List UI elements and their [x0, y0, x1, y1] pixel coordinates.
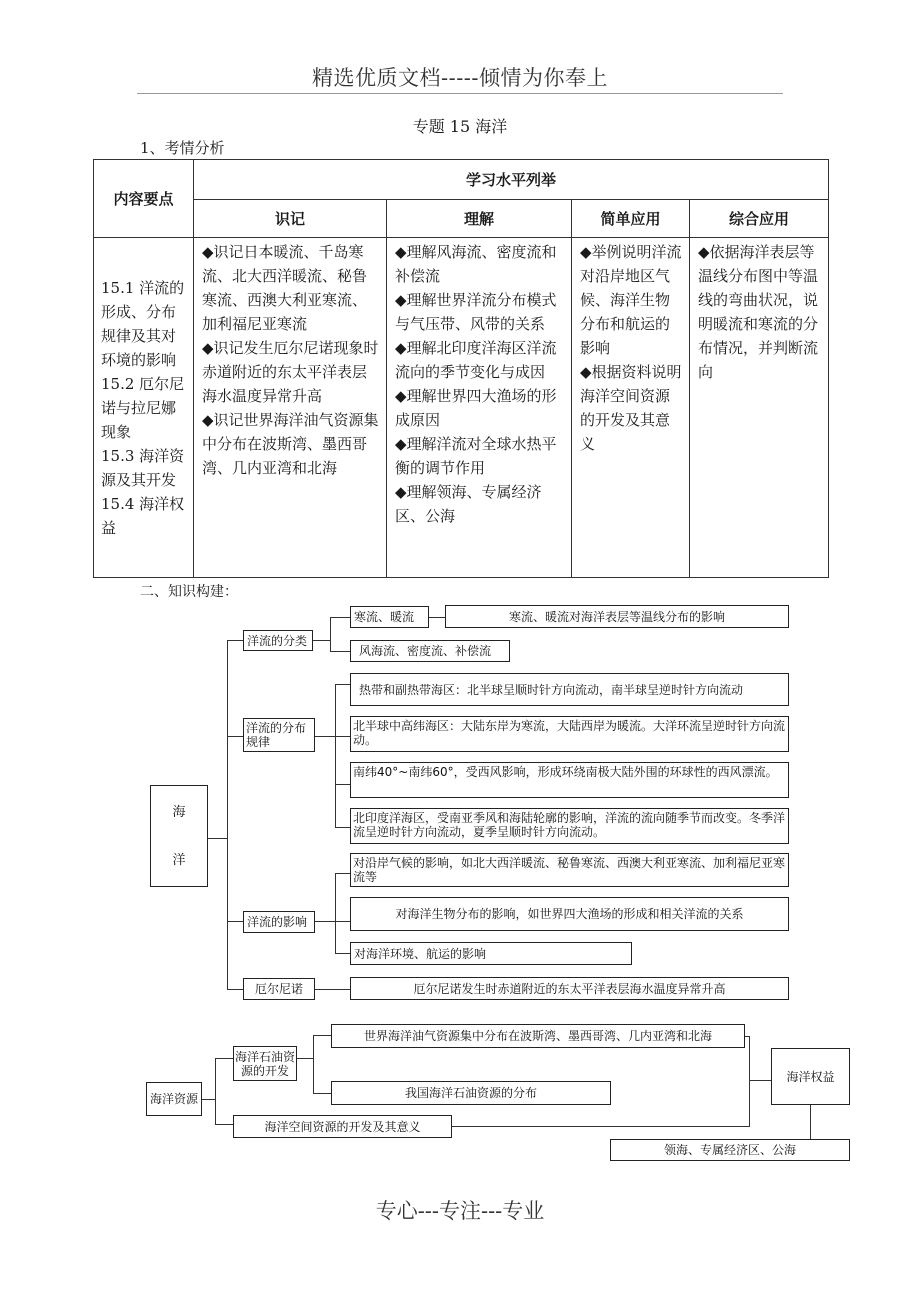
connector	[452, 1126, 750, 1127]
page-footer: 专心---专注---专业	[375, 1199, 545, 1223]
connector	[227, 640, 243, 641]
header-comprehensive-apply: 综合应用	[690, 200, 829, 238]
node-inf-biology: 对海洋生物分布的影响，如世界四大渔场的形成和相关洋流的关系	[350, 897, 789, 931]
understand-item: ◆理解世界洋流分布模式与气压带、风带的关系	[395, 291, 557, 333]
connector	[315, 989, 350, 990]
connector	[335, 873, 350, 874]
memorize-cell	[194, 238, 387, 578]
connector	[810, 1105, 811, 1139]
exam-analysis-table	[93, 159, 829, 578]
node-rights-detail: 领海、专属经济区、公海	[610, 1139, 850, 1161]
connector	[313, 1035, 314, 1093]
connector	[215, 1058, 233, 1059]
simple-apply-item: ◆举例说明洋流对沿岸地区气候、海洋生物分布和航运的影响	[580, 243, 682, 357]
node-oil-development: 海洋石油资源的开发	[233, 1046, 297, 1081]
node-world-oil: 世界海洋油气资源集中分布在波斯湾、墨西哥湾、几内亚湾和北海	[331, 1024, 745, 1048]
node-elnino: 厄尔尼诺	[243, 978, 315, 1000]
connector	[297, 1058, 313, 1059]
understand-item: ◆理解北印度洋海区洋流流向的季节变化与成因	[395, 339, 557, 381]
node-space-resources: 海洋空间资源的开发及其意义	[233, 1115, 452, 1138]
root-label-top: 海	[172, 805, 186, 820]
root-label-bottom: 洋	[172, 853, 186, 868]
page-header: 精选优质文档-----倾情为你奉上	[312, 66, 608, 90]
header-rule	[137, 93, 783, 94]
node-elnino-detail: 厄尔尼诺发生时赤道附近的东太平洋表层海水温度异常升高	[350, 977, 789, 1000]
connector	[335, 827, 350, 828]
connector	[335, 736, 350, 737]
simple-apply-cell	[572, 238, 690, 578]
content-point: 15.3 海洋资源及其开发	[101, 447, 185, 489]
connector	[315, 736, 335, 737]
connector	[330, 617, 331, 652]
node-current-types: 风海流、密度流、补偿流	[350, 640, 510, 662]
connector	[749, 1036, 750, 1127]
content-points-cell	[94, 238, 194, 578]
connector	[749, 1080, 771, 1081]
connector	[335, 684, 336, 827]
content-point: 15.2 厄尔尼诺与拉尼娜现象	[101, 375, 185, 441]
connector	[227, 989, 243, 990]
comprehensive-apply-item: ◆依据海洋表层等温线分布图中等温线的弯曲状况，说明暖流和寒流的分布情况，并判断流向	[698, 243, 819, 381]
connector	[202, 1099, 215, 1100]
node-dist-south-westerly: 南纬40°~南纬60°，受西风影响，形成环绕南极大陆外围的环球性的西风漂流。	[350, 762, 789, 798]
content-point: 15.1 洋流的形成、分布规律及其对环境的影响	[101, 279, 185, 369]
connector	[208, 838, 228, 839]
simple-apply-item: ◆根据资料说明海洋空间资源的开发及其意义	[580, 363, 682, 453]
connector	[335, 684, 350, 685]
comprehensive-apply-cell	[690, 238, 829, 578]
memorize-item: ◆识记世界海洋油气资源集中分布在波斯湾、墨西哥湾、几内亚湾和北海	[202, 411, 379, 477]
understand-item: ◆理解风海流、密度流和补偿流	[395, 243, 557, 285]
connector	[227, 736, 243, 737]
connector	[330, 651, 350, 652]
node-dist-north-indian: 北印度洋海区，受南亚季风和海陆轮廓的影响，洋流的流向随季节而改变。冬季洋流呈逆时针方向流动，夏季呈顺时针方向流动。	[350, 808, 789, 844]
node-inf-climate: 对沿岸气候的影响，如北大西洋暖流、秘鲁寒流、西澳大利亚寒流、加利福尼亚寒流等	[350, 853, 789, 887]
connector	[429, 617, 445, 618]
connector	[227, 640, 228, 989]
connector	[315, 921, 335, 922]
node-dist-tropical: 热带和副热带海区：北半球呈顺时针方向流动，南半球呈逆时针方向流动	[350, 673, 789, 706]
understand-item: ◆理解世界四大渔场的形成原因	[395, 387, 557, 429]
header-content-points: 内容要点	[94, 160, 194, 238]
node-cold-warm: 寒流、暖流	[350, 606, 429, 628]
understand-cell	[387, 238, 572, 578]
memorize-item: ◆识记发生厄尔尼诺现象时赤道附近的东太平洋表层海水温度异常升高	[202, 339, 379, 405]
connector	[335, 953, 350, 954]
content-point: 15.4 海洋权益	[101, 495, 185, 537]
node-cold-warm-detail: 寒流、暖流对海洋表层等温线分布的影响	[445, 605, 789, 628]
understand-item: ◆理解洋流对全球水热平衡的调节作用	[395, 435, 557, 477]
node-china-oil: 我国海洋石油资源的分布	[331, 1081, 611, 1105]
connector	[313, 640, 330, 641]
header-learning-levels: 学习水平列举	[194, 160, 829, 200]
node-influence: 洋流的影响	[243, 911, 315, 933]
understand-item: ◆理解领海、专属经济区、公海	[395, 483, 542, 525]
node-distribution: 洋流的分布规律	[243, 718, 315, 752]
connector	[227, 921, 243, 922]
header-simple-apply: 简单应用	[572, 200, 690, 238]
connector	[215, 1058, 216, 1124]
section-heading-knowledge: 二、知识构建：	[140, 584, 238, 600]
document-title: 专题 15 海洋	[412, 117, 508, 136]
node-ocean-rights: 海洋权益	[771, 1048, 850, 1105]
node-ocean-resources: 海洋资源	[146, 1082, 202, 1116]
connector	[335, 921, 350, 922]
node-dist-north-mid-high: 北半球中高纬海区：大陆东岸为寒流，大陆西岸为暖流。大洋环流呈逆时针方向流动。	[350, 716, 789, 752]
connector	[313, 1035, 331, 1036]
memorize-item: ◆识记日本暖流、千岛寒流、北大西洋暖流、秘鲁寒流、西澳大利亚寒流、加利福尼亚寒流	[202, 243, 368, 333]
connector	[335, 873, 336, 953]
node-classification: 洋流的分类	[243, 630, 313, 651]
node-inf-environment: 对海洋环境、航运的影响	[350, 942, 632, 965]
section-heading-analysis: 1、考情分析	[140, 139, 225, 157]
connector	[215, 1124, 233, 1125]
connector	[330, 617, 350, 618]
header-memorize: 识记	[194, 200, 387, 238]
connector	[313, 1093, 331, 1094]
header-understand: 理解	[387, 200, 572, 238]
root-node-ocean	[150, 785, 208, 887]
connector	[335, 784, 350, 785]
